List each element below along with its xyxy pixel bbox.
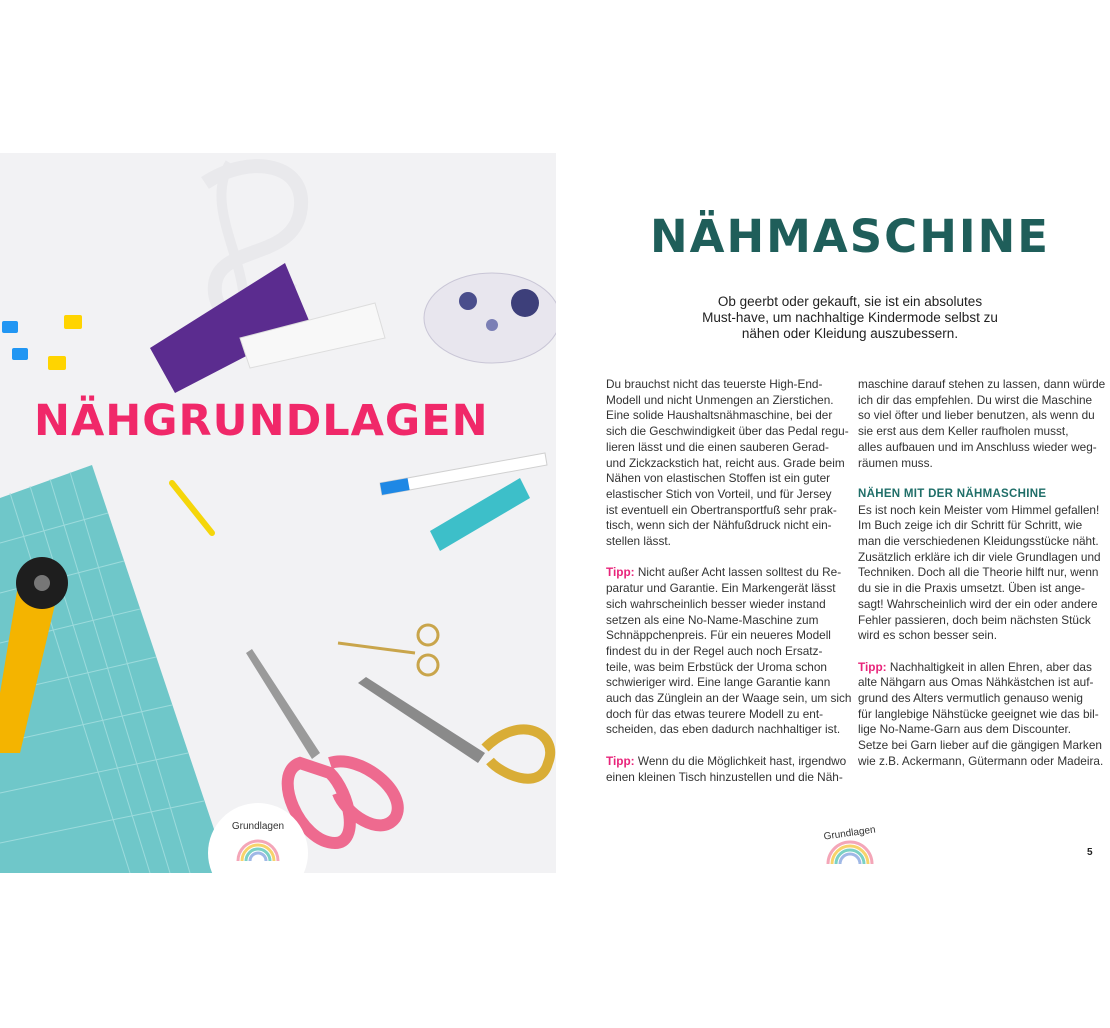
text-line: grund des Alters vermutlich genauso wenig <box>858 691 1083 706</box>
mini-iron <box>424 273 556 363</box>
gold-scissors <box>338 625 438 675</box>
intro-line: nähen oder Kleidung auszubessern. <box>741 326 959 341</box>
text-column-left <box>606 377 852 801</box>
text-line: alte Nähgarn aus Omas Nähkästchen ist auf- <box>858 675 1094 690</box>
text-line: Schnäppchenpreis. Für ein neueres Modell <box>606 628 831 643</box>
text-line: Setze bei Garn lieber auf die gängigen Marken <box>858 738 1102 753</box>
text-line <box>858 660 1098 676</box>
text-line <box>606 565 846 581</box>
text-line: sagt! Wahrscheinlich wird der ein oder andere <box>858 596 1098 611</box>
sewing-tools-photo <box>0 153 556 873</box>
tip-paragraph-2 <box>606 754 846 785</box>
text-line: lieren lässt und die einen sauberen Gerad- <box>606 439 829 454</box>
seam-ripper <box>172 483 212 533</box>
text-line: maschine darauf stehen zu lassen, dann würde <box>858 377 1106 391</box>
tip-label: Tipp: <box>858 659 887 674</box>
text-line: tisch, wenn sich der Nähfußdruck nicht ein- <box>606 518 832 533</box>
text-column-right <box>858 377 1106 785</box>
marking-pen <box>380 453 547 551</box>
text-line: Techniken. Doch all die Theorie hilft nur, wenn <box>858 565 1099 580</box>
text-line: Nähen von elastischen Stoffen ist ein guter <box>606 471 831 486</box>
text-line: du sie in die Praxis umsetzt. Üben ist ange- <box>858 581 1085 596</box>
paragraph-continued <box>858 377 1106 471</box>
tailor-scissors <box>358 677 550 779</box>
left-page-title: NÄHGRUNDLAGEN <box>34 396 489 446</box>
text-line: und Zickzackstich hat, reicht aus. Grade beim <box>606 455 845 470</box>
text-line: lige No-Name-Garn aus dem Discounter. <box>858 722 1072 737</box>
tip-paragraph-3 <box>858 659 1104 770</box>
text-line: so viel öfter und lieber benutzen, als wenn du <box>858 408 1095 423</box>
intro-line: Must-have, um nachhaltige Kindermode selbst zu <box>702 310 998 325</box>
intro-line: Ob geerbt oder gekauft, sie ist ein absolutes <box>717 294 983 309</box>
section-naehen <box>858 487 1101 644</box>
text-line: teile, was beim Erbstück der Uroma schon <box>606 659 827 674</box>
text-line: wie z.B. Ackermann, Gütermann oder Madeira. <box>858 753 1104 768</box>
text-line: Du brauchst nicht das teuerste High-End- <box>606 377 823 391</box>
text-line: Fehler passieren, doch beim nächsten Stück <box>858 612 1091 627</box>
text-line: setzen als eine No-Name-Maschine zum <box>606 612 819 627</box>
intro-text <box>640 294 1060 342</box>
text-line: ist eventuell ein Obertransportfuß sehr prak- <box>606 502 837 517</box>
text-line: sie erst aus dem Keller raufholen musst, <box>858 424 1069 439</box>
text-line: ich dir das empfehlen. Du wirst die Maschine <box>858 392 1093 407</box>
tip-text: Nicht außer Acht lassen solltest du Re- <box>634 565 842 580</box>
text-line: findest du in der Regel auch noch Ersatz- <box>606 643 823 658</box>
text-line: räumen muss. <box>858 455 933 470</box>
text-line: alles aufbauen und im Anschluss wieder weg- <box>858 439 1097 454</box>
purple-ruler <box>150 263 385 393</box>
text-line: paratur und Garantie. Ein Markengerät lässt <box>606 581 836 596</box>
text-line: schwieriger wird. Eine lange Garantie kann <box>606 675 831 690</box>
tip-text: Nachhaltigkeit in allen Ehren, aber das <box>886 659 1092 674</box>
text-line: Es ist noch kein Meister vom Himmel gefallen! <box>858 502 1100 517</box>
subheading: NÄHEN MIT DER NÄHMASCHINE <box>858 487 1047 500</box>
badge-label: Grundlagen <box>823 824 877 843</box>
tip-text: Wenn du die Möglichkeit hast, irgendwo <box>634 753 847 768</box>
text-line: sich die Geschwindigkeit über das Pedal regu- <box>606 424 849 439</box>
text-line: stellen lässt. <box>606 534 671 549</box>
wonder-clips <box>2 315 82 370</box>
page-title: NÄHMASCHINE <box>650 210 1050 263</box>
tip-label: Tipp: <box>606 753 635 768</box>
text-line <box>606 754 846 770</box>
text-line: einen kleinen Tisch hinzustellen und die Näh- <box>606 769 843 784</box>
text-line: auch das Zünglein an der Waage sein, um sich <box>606 691 852 706</box>
text-line: elastischer Stich von Vorteil, und für Jersey <box>606 486 832 501</box>
grundlagen-badge-right <box>800 816 900 881</box>
text-line: doch für das etwas teurere Modell zu ent- <box>606 706 824 721</box>
text-line: sich wahrscheinlich besser wieder instand <box>606 596 826 611</box>
text-line: Eine solide Haushaltsnähmaschine, bei der <box>606 408 833 423</box>
text-line: scheiden, das eben dadurch nachhaltiger ist. <box>606 722 841 737</box>
text-line: man die verschiedenen Kleidungsstücke näht. <box>858 534 1099 549</box>
text-line: Modell und nicht Unmengen an Zierstichen. <box>606 392 834 407</box>
page-number: 5 <box>1087 847 1093 858</box>
rainbow-icon <box>828 842 872 864</box>
badge-label: Grundlagen <box>231 821 285 832</box>
left-page-photo <box>0 153 556 873</box>
paragraph-intro <box>606 377 849 550</box>
text-line: Im Buch zeige ich dir Schritt für Schritt, wie <box>858 518 1083 533</box>
text-line: wird es schon besser sein. <box>858 628 998 643</box>
text-line: für langlebige Nähstücke geeignet wie das bil- <box>858 706 1099 721</box>
tip-paragraph-1 <box>606 565 852 738</box>
text-line: Zusätzlich erkläre ich dir viele Grundlagen und <box>858 549 1101 564</box>
tip-label: Tipp: <box>606 565 635 580</box>
